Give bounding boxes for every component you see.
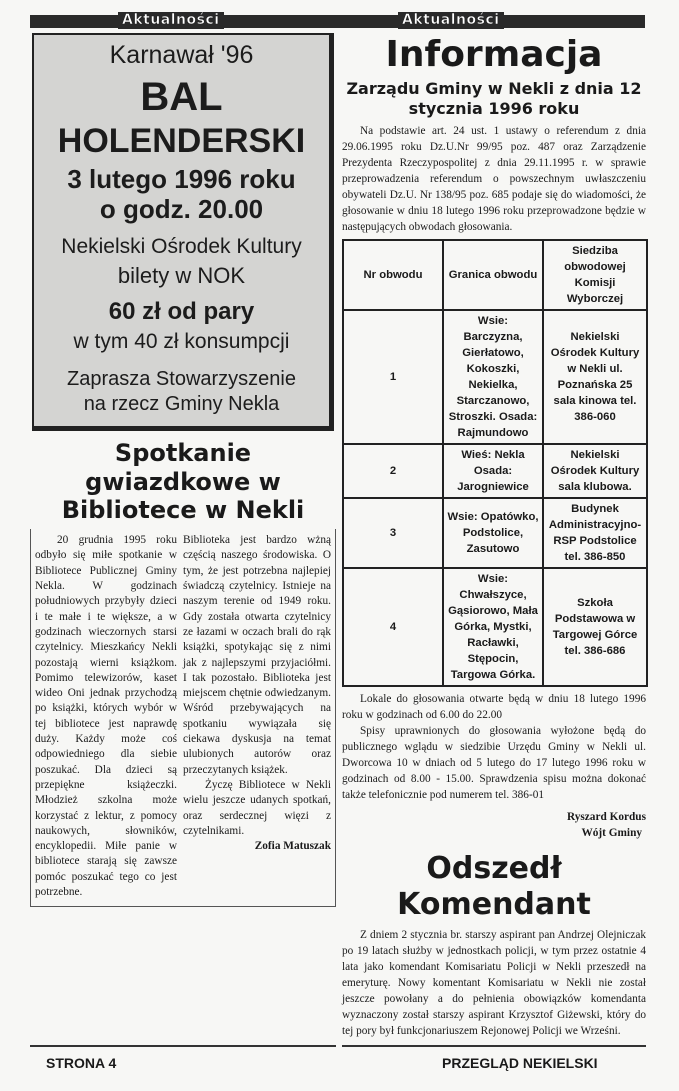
section-label-left: Aktualności — [118, 12, 224, 29]
table-row — [343, 568, 647, 686]
info-text: Na podstawie art. 24 ust. 1 ustawy o referendum z dnia 29.06.1995 roku Dz.U.Nr 99/95 poz. 487 oraz Zarządzenie Prezydenta Rzeczypospolitej z dnia 29.11.1995 r. w sprawie przeprowadzenia referendum o powszechnym uwłaszczeniu obywateli Dz.U. Nr 138/95 poz. 685 podaje się do wiadomości, że głosowanie w dniu 18 lutego 1996 roku przeprowadzone będzie w następujących obwodach głosowania. — [342, 125, 646, 233]
poster-line: BAL — [140, 74, 223, 119]
info-intro — [342, 123, 646, 235]
article-author: Zofia Matuszak — [254, 840, 331, 853]
library-headline: Spotkanie gwiazdkowe w Bibliotece w Nekli — [61, 438, 305, 525]
voting-districts-table — [342, 239, 648, 687]
info-headline: Informacja — [385, 34, 603, 75]
article-text: 20 grudnia 1995 roku odbyło się miłe spotkanie w Bibliotece Publicznej Gminy Nekla. W godzinach południowych przybyły dzieci i te małe i te większe, a w godzinach wieczornych starsi czytelnicy. Mieszkańcy Nekli pozostają wierni książkom. Pomimo telewizorów, kaset wideo Oni jednak przychodzą po książki, których wybór w tej bibliotece jest naprawdę duży. Każdy może coś odpowiedniego dla siebie poszukać. Dla dzieci są przepiękne książeczki. Młodzież szkolna może korzystać z lektur, z pomocy naukowych, słowników, encyklopedii. Miłe panie w bibliotece starają się zawsze pomóc poszukać tego co jest potrzebne. — [35, 534, 177, 899]
table-cell: Wieś: Nekla Osada: Jarogniewice — [443, 444, 543, 498]
table-cell: Wsie: Barczyzna, Gierłatowo, Kokoszki, Nekielka, Starczanowo, Stroszki. Osada: Rajmundowo — [443, 310, 543, 444]
poster-line: w tym 40 zł konsumpcji — [73, 329, 290, 353]
poster-line: HOLENDERSKI — [57, 121, 306, 160]
article-text: Z dniem 2 stycznia br. starszy aspirant pan Andrzej Olejniczak po 19 latach służby w jednostkach policji, w tym przez ostatnie 4 lata jako komendant Komisariatu Policji w Nekli przeszedł na emeryturę. Nowy komentant Komisariatu w Nekli nie został jeszcze powołany a do pełnienia obowiązków komendanta wyznaczony został starszy aspirant Krzysztof Giżewski, który do tej pory był funkcjonariuszem Rejonowej Policji we Wrześni. — [342, 929, 646, 1037]
left-column — [30, 33, 336, 907]
poster-line: bilety w NOK — [117, 262, 246, 288]
section-header-bar — [30, 12, 645, 29]
poster-line: Zaprasza Stowarzyszenie — [67, 367, 296, 390]
poster-line: na rzecz Gminy Nekla — [83, 392, 280, 415]
police-article — [342, 927, 646, 1039]
article-text: Życzę Bibliotece w Nekli wielu jeszcze udanych spotkań, oraz serdecznej więzi z czytelnikami. — [183, 778, 331, 837]
table-cell: 4 — [343, 568, 443, 686]
table-row — [343, 444, 647, 498]
table-header: Granica obwodu — [443, 240, 543, 310]
carnival-poster — [32, 33, 334, 431]
table-cell: 2 — [343, 444, 443, 498]
info-subtitle: Zarządu Gminy w Nekli z dnia 12 stycznia 1996 roku — [346, 79, 642, 118]
poster-line: 3 lutego 1996 roku — [67, 163, 296, 194]
info-text: Spisy uprawnionych do głosowania wyłożone będą do publicznego wglądu w siedzibie Urzędu Gminy w Nekli ul. Dworcowa 10 w dniach od 5 lutego do 17 lutego 1996 roku w godzinach od 8.00 - 15.00. Sprawdzenia spisu można dokonać także telefonicznie pod numerem tel. 386-01 — [342, 725, 646, 801]
page-number: STRONA 4 — [46, 1055, 117, 1071]
table-cell: Szkoła Podstawowa w Targowej Górce tel. 386-686 — [543, 568, 647, 686]
poster-line: Karnawał '96 — [109, 41, 254, 69]
article-text: Biblioteka jest bardzo wżną częścią naszego środowiska. O tym, że jest potrzebna najlepiej świadczą czytelnicy. Istnieje na naszym terenie od 1949 roku. Gdy została otwarta czytelnicy ze łazami w oczach brali do rąk książki, spotykając się z nimi jak z najlepszymi przyjaciółmi. I tak pozostało. Biblioteka jest miejscem chętnie odwiedzanym. Wśród przebywających na spotkaniu wywiązała się ciekawa dyskusja na temat ulubionych autorów oraz przeczytanych książek. — [183, 534, 331, 776]
table-cell: 3 — [343, 498, 443, 568]
poster-line: 60 zł od pary — [108, 298, 255, 326]
right-column — [342, 33, 646, 1039]
table-header: Nr obwodu — [343, 240, 443, 310]
table-header: Siedziba obwodowej Komisji Wyborczej — [543, 240, 647, 310]
divider — [30, 1045, 336, 1047]
table-cell: Nekielski Ośrodek Kultury sala klubowa. — [543, 444, 647, 498]
poster-line: o godz. 20.00 — [99, 193, 264, 224]
table-cell: 1 — [343, 310, 443, 444]
article-column-1 — [35, 533, 177, 900]
divider — [342, 1045, 646, 1047]
page-footer — [30, 1045, 645, 1071]
table-cell: Wsie: Chwałszyce, Gąsiorowo, Mała Górka, Mystki, Racławki, Stępocin, Targowa Górka. — [443, 568, 543, 686]
publication-name: PRZEGLĄD NEKIELSKI — [442, 1055, 598, 1071]
table-cell: Budynek Administracyjno-RSP Podstolice tel. 386-850 — [543, 498, 647, 568]
footer-left — [30, 1045, 336, 1071]
article-column-2 — [183, 533, 331, 900]
table-cell: Nekielski Ośrodek Kultury w Nekli ul. Poznańska 25 sala kinowa tel. 386-060 — [543, 310, 647, 444]
table-row — [343, 498, 647, 568]
table-header-row — [343, 240, 647, 310]
police-headline: Odszedł Komendant — [397, 851, 591, 922]
library-article — [30, 529, 336, 907]
page-columns — [30, 33, 645, 1039]
info-text: Lokale do głosowania otwarte będą w dniu 18 lutego 1996 roku w godzinach od 6.00 do 22.00 — [342, 693, 646, 721]
table-cell: Wsie: Opatówko, Podstolice, Zasutowo — [443, 498, 543, 568]
poster-line: Nekielski Ośrodek Kultury — [61, 234, 302, 258]
signer-role: Wójt Gminy — [581, 827, 642, 839]
footer-right — [342, 1045, 646, 1071]
signer-name: Ryszard Kordus — [566, 811, 646, 823]
table-row — [343, 310, 647, 444]
section-label-right: Aktualności — [398, 12, 504, 29]
info-details — [342, 691, 646, 841]
